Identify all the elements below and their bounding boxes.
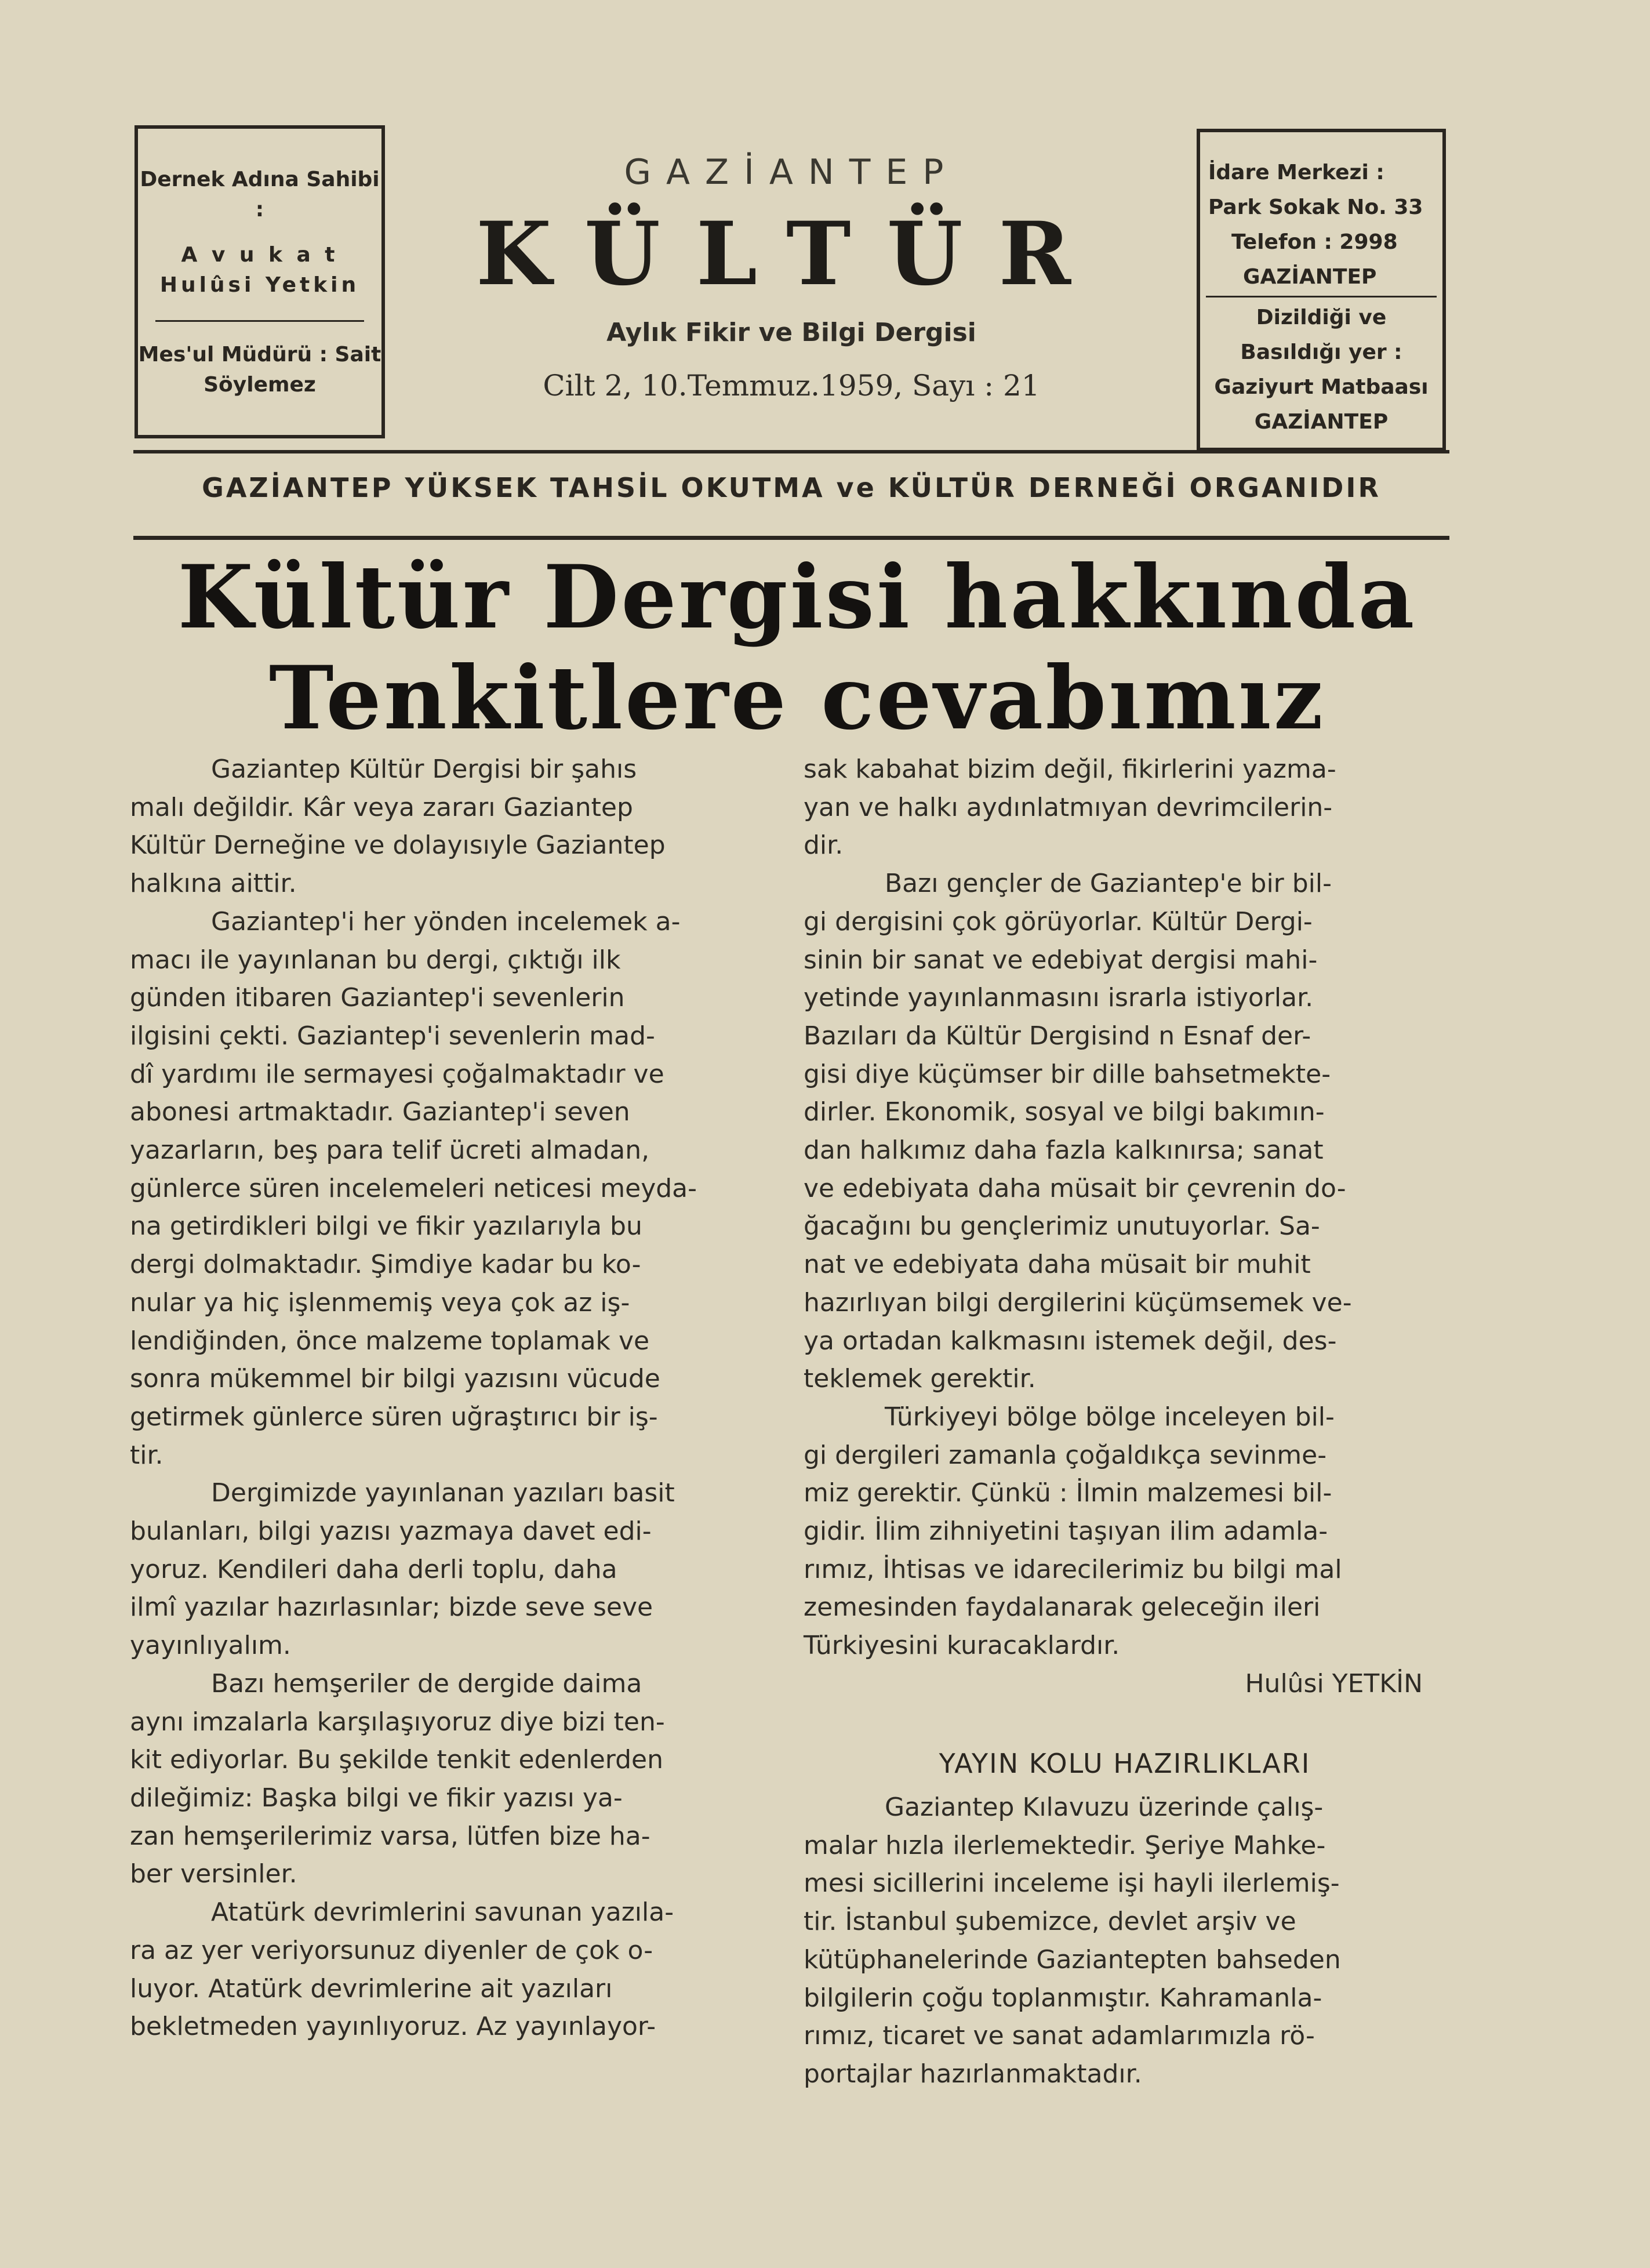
- text-line: kit ediyorlar. Bu şekilde tenkit edenlerden: [130, 1745, 664, 1775]
- text-line: lendiğinden, önce malzeme toplamak ve: [130, 1326, 650, 1356]
- article-column-right: [804, 750, 1446, 1703]
- text-line: sonra mükemmel bir bilgi yazısını vücude: [130, 1364, 660, 1394]
- text-line: Bazı hemşeriler de dergide daima: [211, 1668, 642, 1699]
- text-line: gi dergisini çok görüyorlar. Kültür Dergi-: [804, 906, 1313, 937]
- text-line: zan hemşerilerimiz varsa, lütfen bize ha-: [130, 1821, 650, 1851]
- text-line: dileğimiz: Başka bilgi ve fikir yazısı ya-: [130, 1783, 623, 1813]
- text-line: Kültür Derneğine ve dolayısıyle Gaziantep: [130, 830, 666, 861]
- text-line: aynı imzalarla karşılaşıyoruz diye bizi ten-: [130, 1707, 665, 1737]
- text-line: tir. İstanbul şubemizce, devlet arşiv ve: [804, 1907, 1296, 1937]
- sidebar-body: [804, 1788, 1446, 2093]
- text-line: miz gerektir. Çünkü : İlmin malzemesi bil-: [804, 1478, 1332, 1508]
- owner-info-box: [135, 125, 385, 438]
- article-column-left: [130, 750, 768, 2046]
- box-divider: [1206, 296, 1437, 297]
- text-line: luyor. Atatürk devrimlerine ait yazıları: [130, 1973, 613, 2004]
- printer-line: Dizildiği ve: [1256, 306, 1387, 329]
- text-line: tir.: [130, 1440, 163, 1470]
- text-line: dergi dolmaktadır. Şimdiye kadar bu ko-: [130, 1250, 641, 1280]
- text-line: bekletmeden yayınlıyoruz. Az yayınlayor-: [130, 2012, 656, 2042]
- text-line: dir.: [804, 830, 844, 861]
- text-line: bilgilerin çoğu toplanmıştır. Kahramanla-: [804, 1983, 1322, 2013]
- text-line: getirmek günlerce süren uğraştırıcı bir iş-: [130, 1402, 658, 1432]
- text-line: kütüphanelerinde Gaziantepten bahseden: [804, 1944, 1341, 1975]
- text-line: ilgisini çekti. Gaziantep'i sevenlerin mad-: [130, 1021, 655, 1051]
- text-line: dirler. Ekonomik, sosyal ve bilgi bakımın-: [804, 1097, 1325, 1127]
- text-line: Bazı gençler de Gaziantep'e bir bil-: [885, 869, 1332, 899]
- headline-line-2: Tenkitlere cevabımız: [268, 647, 1326, 749]
- text-line: ğacağını bu gençlerimiz unutuyorlar. Sa-: [804, 1211, 1320, 1242]
- text-line: gi dergileri zamanla çoğaldıkça sevinme-: [804, 1440, 1327, 1470]
- owner-label: Dernek Adına Sahibi :: [140, 168, 380, 222]
- city-kicker: GAZİANTEP: [624, 152, 959, 193]
- text-line: ra az yer veriyorsunuz diyenler de çok o-: [130, 1935, 653, 1965]
- text-line: ilmî yazılar hazırlasınlar; bizde seve seve: [130, 1592, 653, 1623]
- text-line: sinin bir sanat ve edebiyat dergisi mahi-: [804, 945, 1318, 975]
- office-info-box: [1197, 129, 1446, 451]
- text-line: rımız, ticaret ve sanat adamlarımızla rö-: [804, 2021, 1315, 2051]
- journal-tagline: Aylık Fikir ve Bilgi Dergisi: [606, 318, 976, 347]
- text-line: yetinde yayınlanmasını israrla istiyorlar.: [804, 983, 1314, 1013]
- text-line: sak kabahat bizim değil, fikirlerini yazma-: [804, 754, 1336, 784]
- office-city: GAZİANTEP: [1243, 265, 1377, 289]
- text-line: ber versinler.: [130, 1859, 297, 1889]
- text-line: yoruz. Kendileri daha derli toplu, daha: [130, 1554, 617, 1584]
- text-line: Gaziantep Kılavuzu üzerinde çalış-: [885, 1792, 1324, 1822]
- text-line: teklemek gerektir.: [804, 1364, 1036, 1394]
- text-line: ve edebiyata daha müsait bir çevrenin do-: [804, 1173, 1346, 1203]
- text-line: rımız, İhtisas ve idarecilerimiz bu bilgi mal: [804, 1554, 1342, 1584]
- text-line: Atatürk devrimlerini savunan yazıla-: [211, 1897, 674, 1928]
- text-line: günden itibaren Gaziantep'i sevenlerin: [130, 983, 625, 1013]
- text-line: günlerce süren incelemeleri neticesi meyda-: [130, 1173, 697, 1203]
- printer-city: GAZİANTEP: [1254, 410, 1389, 434]
- text-line: halkına aittir.: [130, 869, 297, 899]
- text-line: Gaziantep Kültür Dergisi bir şahıs: [211, 754, 637, 784]
- text-line: Türkiyesini kuracaklardır.: [804, 1631, 1120, 1661]
- text-line: Gaziantep'i her yönden incelemek a-: [211, 906, 681, 937]
- text-line: malı değildir. Kâr veya zararı Gaziantep: [130, 792, 633, 822]
- text-line: ya ortadan kalkmasını istemek değil, des-: [804, 1326, 1337, 1356]
- organ-line: GAZİANTEP YÜKSEK TAHSİL OKUTMA ve KÜLTÜR DERNEĞİ ORGANIDIR: [202, 472, 1381, 503]
- office-label: İdare Merkezi :: [1208, 161, 1384, 184]
- masthead-rule: [133, 450, 1449, 453]
- text-line: Bazıları da Kültür Dergisind n Esnaf der-: [804, 1021, 1311, 1051]
- text-line: macı ile yayınlanan bu dergi, çıktığı ilk: [130, 945, 621, 975]
- text-line: Türkiyeyi bölge bölge inceleyen bil-: [885, 1402, 1335, 1432]
- text-line: yayınlıyalım.: [130, 1631, 291, 1661]
- text-line: dî yardımı ile sermayesi çoğalmaktadır ve: [130, 1059, 664, 1089]
- text-line: mesi sicillerini inceleme işi hayli ilerlemiş-: [804, 1868, 1340, 1899]
- sidebar-title: YAYIN KOLU HAZIRLIKLARI: [939, 1748, 1311, 1779]
- text-line: abonesi artmaktadır. Gaziantep'i seven: [130, 1097, 630, 1127]
- text-line: hazırlıyan bilgi dergilerini küçümsemek ve-: [804, 1287, 1352, 1318]
- office-street: Park Sokak No. 33: [1208, 195, 1423, 219]
- author-signature: Hulûsi YETKİN: [1245, 1668, 1423, 1699]
- office-phone: Telefon : 2998: [1231, 230, 1398, 254]
- text-line: gidir. İlim zihniyetini taşıyan ilim adamla-: [804, 1516, 1328, 1547]
- text-line: portajlar hazırlanmaktadır.: [804, 2059, 1142, 2089]
- text-line: zemesinden faydalanarak geleceğin ileri: [804, 1592, 1321, 1623]
- owner-name: A v u k a t Hulûsi Yetkin: [159, 243, 360, 297]
- printer-name: Gaziyurt Matbaası: [1214, 375, 1429, 399]
- box-divider: [155, 320, 364, 322]
- text-line: gisi diye küçümser bir dille bahsetmekte-: [804, 1059, 1331, 1089]
- headline-line-1: Kültür Dergisi hakkında: [177, 546, 1417, 648]
- issue-info: Cilt 2, 10.Temmuz.1959, Sayı : 21: [543, 369, 1040, 402]
- text-line: malar hızla ilerlemektedir. Şeriye Mahke-: [804, 1830, 1326, 1860]
- text-line: bulanları, bilgi yazısı yazmaya davet edi-: [130, 1516, 652, 1547]
- text-line: dan halkımız daha fazla kalkınırsa; sanat: [804, 1135, 1324, 1166]
- text-line: nular ya hiç işlenmemiş veya çok az iş-: [130, 1287, 630, 1318]
- text-line: nat ve edebiyata daha müsait bir muhit: [804, 1250, 1311, 1280]
- printer-info: [1200, 300, 1442, 440]
- text-line: Dergimizde yayınlanan yazıları basit: [211, 1478, 675, 1508]
- printer-line: Basıldığı yer :: [1240, 340, 1402, 364]
- text-line: yazarların, beş para telif ücreti almadan,: [130, 1135, 650, 1166]
- manager-info: Mes'ul Müdürü : Sait Söylemez: [138, 343, 381, 397]
- text-line: yan ve halkı aydınlatmıyan devrimcilerin-: [804, 792, 1333, 822]
- office-address: [1200, 155, 1442, 295]
- journal-title: KÜLTÜR: [475, 203, 1107, 305]
- headline-rule: [133, 536, 1449, 540]
- text-line: na getirdikleri bilgi ve fikir yazılarıyla bu: [130, 1211, 642, 1242]
